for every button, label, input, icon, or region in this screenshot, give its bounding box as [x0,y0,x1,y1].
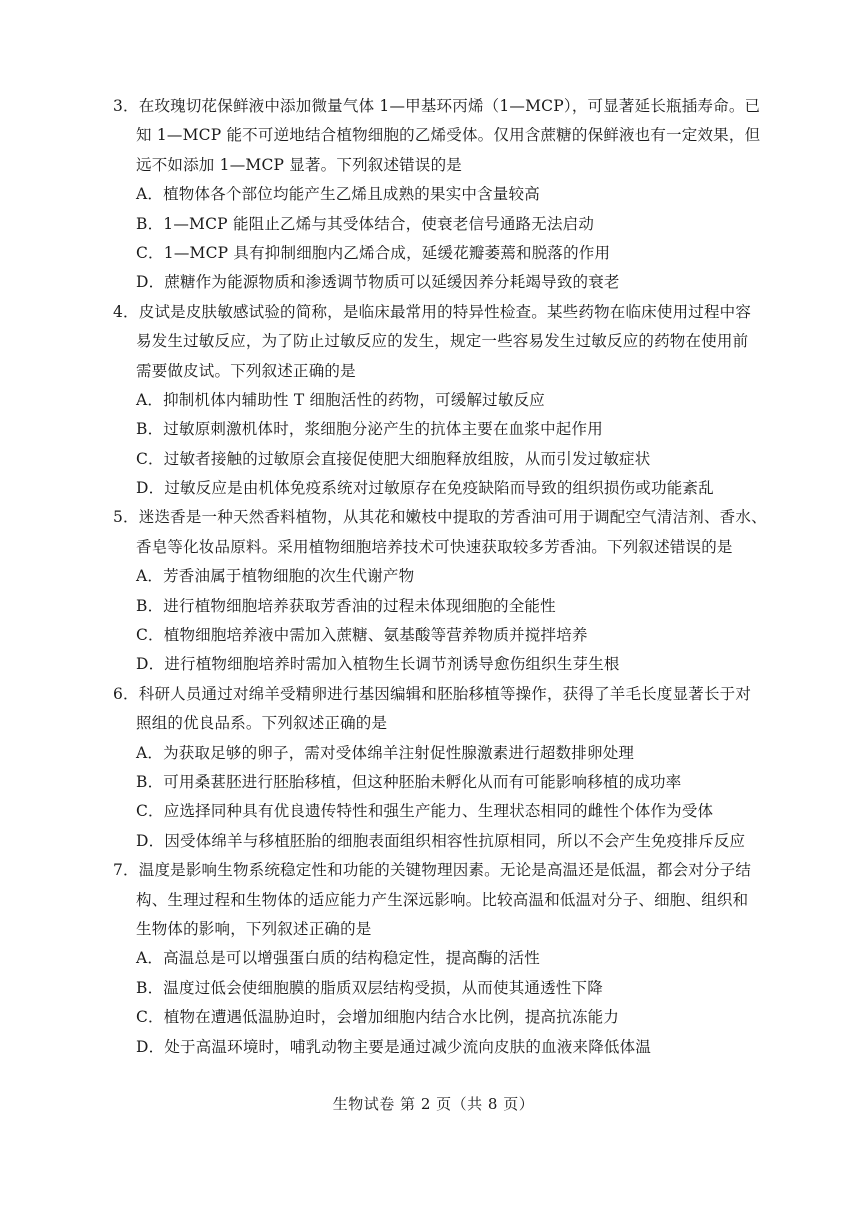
option-c: C．植物在遭遇低温胁迫时，会增加细胞内结合水比例，提高抗冻能力 [136,1008,620,1027]
question-stem-line: 构、生理过程和生物体的适应能力产生深远影响。比较高温和低温对分子、细胞、组织和 [136,890,749,909]
option-a: A．植物体各个部位均能产生乙烯且成熟的果实中含量较高 [136,185,540,204]
question-6 [113,680,773,856]
question-stem-line: 6．科研人员通过对绵羊受精卵进行基因编辑和胚胎移植等操作，获得了羊毛长度显著长于对 [113,684,752,703]
question-stem-line: 3．在玫瑰切花保鲜液中添加微量气体 1—甲基环丙烯（1—MCP），可显著延长瓶插寿命。已 [113,97,761,115]
question-5 [113,503,773,679]
question-stem-line: 生物体的影响，下列叙述正确的是 [136,919,372,938]
question-list [113,92,773,1062]
option-d: D．处于高温环境时，哺乳动物主要是通过减少流向皮肤的血液来降低体温 [136,1037,652,1056]
option-a: A．芳香油属于植物细胞的次生代谢产物 [136,567,415,586]
option-c: C．植物细胞培养液中需加入蔗糖、氨基酸等营养物质并搅拌培养 [136,626,588,645]
question-stem-line: 知 1—MCP 能不可逆地结合植物细胞的乙烯受体。仅用含蔗糖的保鲜液也有一定效果，但 [136,126,761,145]
option-a: A．抑制机体内辅助性 T 细胞活性的药物，可缓解过敏反应 [136,390,545,409]
question-stem-line: 香皂等化妆品原料。采用植物细胞培养技术可快速获取较多芳香油。下列叙述错误的是 [136,537,733,556]
question-stem-line: 照组的优良品系。下列叙述正确的是 [136,714,388,733]
option-a: A．高温总是可以增强蛋白质的结构稳定性，提高酶的活性 [136,949,540,968]
question-stem-line: 远不如添加 1—MCP 显著。下列叙述错误的是 [136,155,462,174]
option-b: B．进行植物细胞培养获取芳香油的过程未体现细胞的全能性 [136,596,556,615]
page-footer: 生物试卷 第 2 页（共 8 页） [332,1095,535,1113]
option-b: B．过敏原刺激机体时，浆细胞分泌产生的抗体主要在血浆中起作用 [136,420,603,439]
question-4 [113,298,773,504]
option-c: C．1—MCP 具有抑制细胞内乙烯合成，延缓花瓣萎蔫和脱落的作用 [136,243,611,262]
option-d: D．因受体绵羊与移植胚胎的细胞表面组织相容性抗原相同，所以不会产生免疫排斥反应 [136,831,746,850]
option-b: B．温度过低会使细胞膜的脂质双层结构受损，从而使其通透性下降 [136,978,603,997]
question-stem-line: 7．温度是影响生物系统稳定性和功能的关键物理因素。无论是高温还是低温，都会对分子结 [113,861,752,880]
question-stem-line: 5．迷迭香是一种天然香料植物，从其花和嫩枝中提取的芳香油可用于调配空气清洁剂、香水、 [113,508,767,527]
option-c: C．应选择同种具有优良遗传特性和强生产能力、生理状态相同的雌性个体作为受体 [136,802,714,821]
option-d: D．蔗糖作为能源物质和渗透调节物质可以延缓因养分耗竭导致的衰老 [136,273,620,292]
question-3 [113,92,773,298]
option-d: D．进行植物细胞培养时需加入植物生长调节剂诱导愈伤组织生芽生根 [136,655,620,674]
option-d: D．过敏反应是由机体免疫系统对过敏原存在免疫缺陷而导致的组织损伤或功能紊乱 [136,479,714,498]
option-b: B．1—MCP 能阻止乙烯与其受体结合，使衰老信号通路无法启动 [136,214,595,233]
question-stem-line: 4．皮试是皮肤敏感试验的简称，是临床最常用的特异性检查。某些药物在临床使用过程中容 [113,302,752,321]
question-7 [113,856,773,1062]
option-a: A．为获取足够的卵子，需对受体绵羊注射促性腺激素进行超数排卵处理 [136,743,635,762]
question-stem-line: 需要做皮试。下列叙述正确的是 [136,361,356,380]
question-stem-line: 易发生过敏反应，为了防止过敏反应的发生，规定一些容易发生过敏反应的药物在使用前 [136,332,749,351]
option-b: B．可用桑葚胚进行胚胎移植，但这种胚胎未孵化从而有可能影响移植的成功率 [136,772,682,791]
option-c: C．过敏者接触的过敏原会直接促使肥大细胞释放组胺，从而引发过敏症状 [136,449,651,468]
